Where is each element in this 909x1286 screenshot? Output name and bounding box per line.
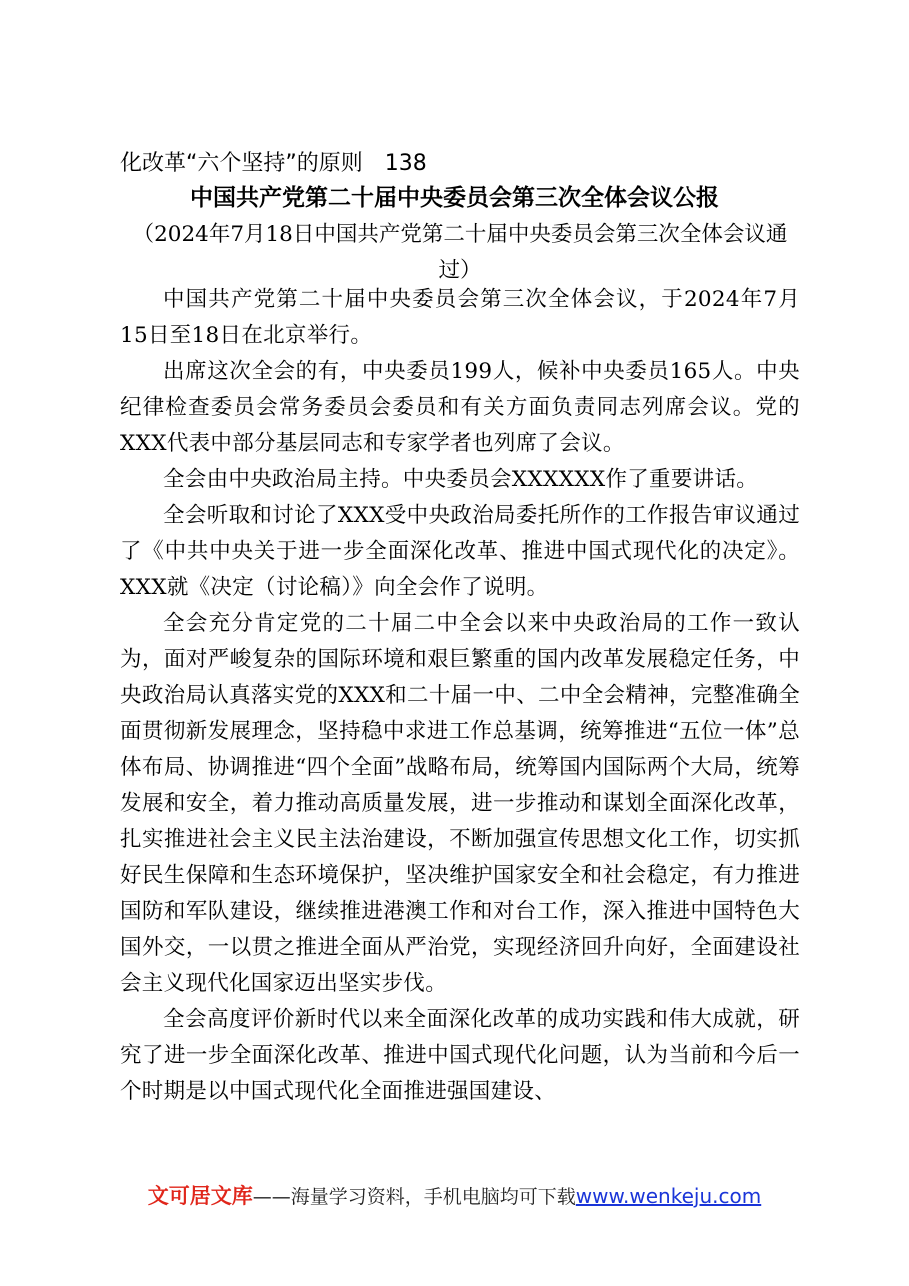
footer-brand: 文可居文库	[147, 1184, 253, 1208]
footer-website-link[interactable]: www.wenkeju.com	[575, 1184, 762, 1208]
footer-tagline: ——海量学习资料，手机电脑均可下载	[252, 1186, 576, 1208]
paragraph: 全会听取和讨论了XXX受中央政治局委托所作的工作报告审议通过了《中共中央关于进一步全面深化改革、推进中国式现代化的决定》。XXX就《决定（讨论稿）》向全会作了说明。	[120, 503, 800, 600]
document-body	[120, 282, 800, 1110]
toc-entry-text: 化改革“六个坚持”的原则	[120, 151, 363, 176]
paragraph: 全会高度评价新时代以来全面深化改革的成功实践和伟大成就，研究了进一步全面深化改革、推进中国式现代化问题，认为当前和今后一个时期是以中国式现代化全面推进强国建设、	[120, 1007, 800, 1104]
document-title: 中国共产党第二十届中央委员会第三次全体会议公报	[190, 184, 719, 211]
paragraph: 全会充分肯定党的二十届二中全会以来中央政治局的工作一致认为，面对严峻复杂的国际环境和艰巨繁重的国内改革发展稳定任务，中央政治局认真落实党的XXX和二十届一中、二中全会精神，完整准确全面贯彻新发展理念，坚持稳中求进工作总基调，统筹推进“五位一体”总体布局、协调推进“四个全面”战略布局，统筹国内国际两个大局，统筹发展和安全，着力推动高质量发展，进一步推动和谋划全面深化改革，扎实推进社会主义民主法治建设，不断加强宣传思想文化工作，切实抓好民生保障和生态环境保护，坚决维护国家安全和社会稳定，有力推进国防和军队建设，继续推进港澳工作和对台工作，深入推进中国特色大国外交，一以贯之推进全面从严治党，实现经济回升向好，全面建设社会主义现代化国家迈出坚实步伐。	[120, 611, 800, 996]
page-footer	[0, 1182, 909, 1211]
paragraph: 全会由中央政治局主持。中央委员会XXXXXX作了重要讲话。	[163, 467, 759, 492]
toc-page-number: 138	[384, 151, 427, 176]
toc-entry	[120, 148, 427, 180]
document-subtitle: （2024年7月18日中国共产党第二十届中央委员会第三次全体会议通过）	[132, 222, 788, 283]
paragraph: 中国共产党第二十届中央委员会第三次全体会议，于2024年7月15日至18日在北京举行。	[120, 287, 800, 348]
paragraph: 出席这次全会的有，中央委员199人，候补中央委员165人。中央纪律检查委员会常务委员会委员和有关方面负责同志列席会议。党的XXX代表中部分基层同志和专家学者也列席了会议。	[120, 359, 800, 456]
